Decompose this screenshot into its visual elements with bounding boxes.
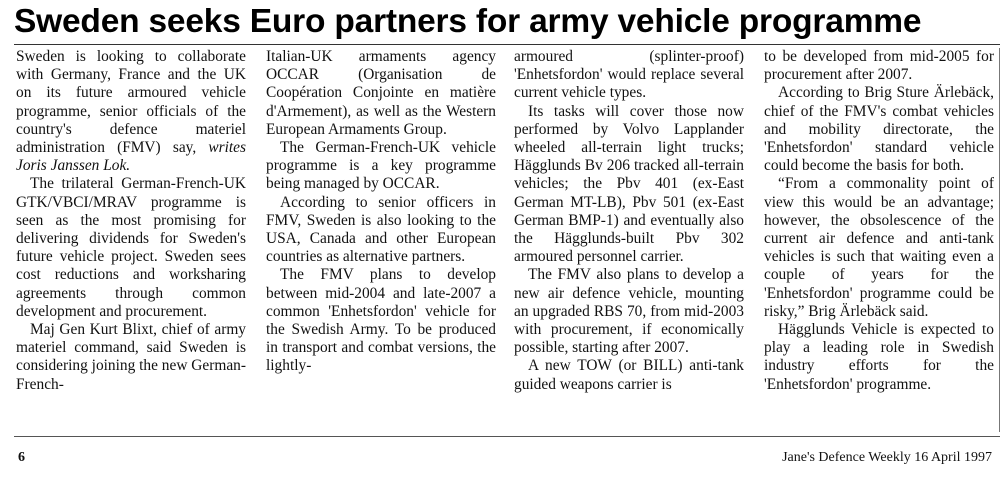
article-column-1 [16,48,246,394]
column-divider [999,48,1000,432]
paragraph: The German-French-UK vehicle programme is a key programme being managed by OCCAR. [266,139,496,193]
headline: Sweden seeks Euro partners for army vehicle programme [14,3,922,40]
article-column-4 [764,48,994,394]
headline-rule [14,44,1000,45]
paragraph: A new TOW (or BILL) anti-tank guided weapons carrier is [514,357,744,393]
footer-rule [14,436,1000,437]
paragraph: The FMV also plans to develop a new air defence vehicle, mounting an upgraded RBS 70, from mid-2003 with procurement, if economically possible, starting after 2007. [514,266,744,357]
paragraph: Italian-UK armaments agency OCCAR (Organisation de Coopération Conjointe en matière d'Armement), as well as the Western European Armaments Group. [266,48,496,138]
paragraph: Maj Gen Kurt Blixt, chief of army materiel command, said Sweden is considering joining the new German-French- [16,321,246,393]
paragraph: According to senior officers in FMV, Sweden is also looking to the USA, Canada and other European countries as alternative partners. [266,193,496,266]
publication-line: Jane's Defence Weekly 16 April 1997 [782,450,992,465]
article-column-3 [514,48,744,394]
article-column-2 [266,48,496,376]
paragraph: Its tasks will cover those now performed by Volvo Lapplander wheeled all-terrain light trucks; Hägglunds Bv 206 tracked all-terrain vehicles; the Pbv 401 (ex-East German MT-LB), Pbv 501 (ex-East German BMP-1) and eventually also the Hägglunds-built Pbv 302 armoured personnel carrier. [514,102,744,266]
lead-text: Sweden is looking to collaborate with Germany, France and the UK on its future armoured vehicle programme, senior officials of the country's defence materiel administration (FMV) say, [16,48,246,157]
page-number: 6 [18,450,25,465]
paragraph: The FMV plans to develop between mid-2004 and late-2007 a common 'Enhetsfordon' vehicle for the Swedish Army. To be produced in transport and combat versions, the lightly- [266,266,496,375]
paragraph: According to Brig Sture Ärlebäck, chief of the FMV's combat vehicles and mobility directorate, the 'Enhetsfordon' standard vehicle could become the basis for both. [764,84,994,175]
paragraph: “From a commonality point of view this would be an advantage; however, the obsolescence of the current air defence and anti-tank vehicles is such that waiting even a couple of years for the 'Enhetsfordon' programme could be risky,” Brig Ärlebäck said. [764,175,994,320]
paragraph [16,48,246,175]
byline: writes Joris Janssen Lok. [16,139,246,175]
paragraph: The trilateral German-French-UK GTK/VBCI/MRAV programme is seen as the most promising for delivering dividends for Sweden's future vehicle project. Sweden sees cost reductions and worksharing agreements through common development and procurement. [16,175,246,320]
paragraph: Hägglunds Vehicle is expected to play a leading role in Swedish industry efforts for the 'Enhetsfordon' programme. [764,321,994,393]
paragraph: armoured (splinter-proof) 'Enhetsfordon' would replace several current vehicle types. [514,48,744,102]
paragraph: to be developed from mid-2005 for procurement after 2007. [764,48,994,84]
